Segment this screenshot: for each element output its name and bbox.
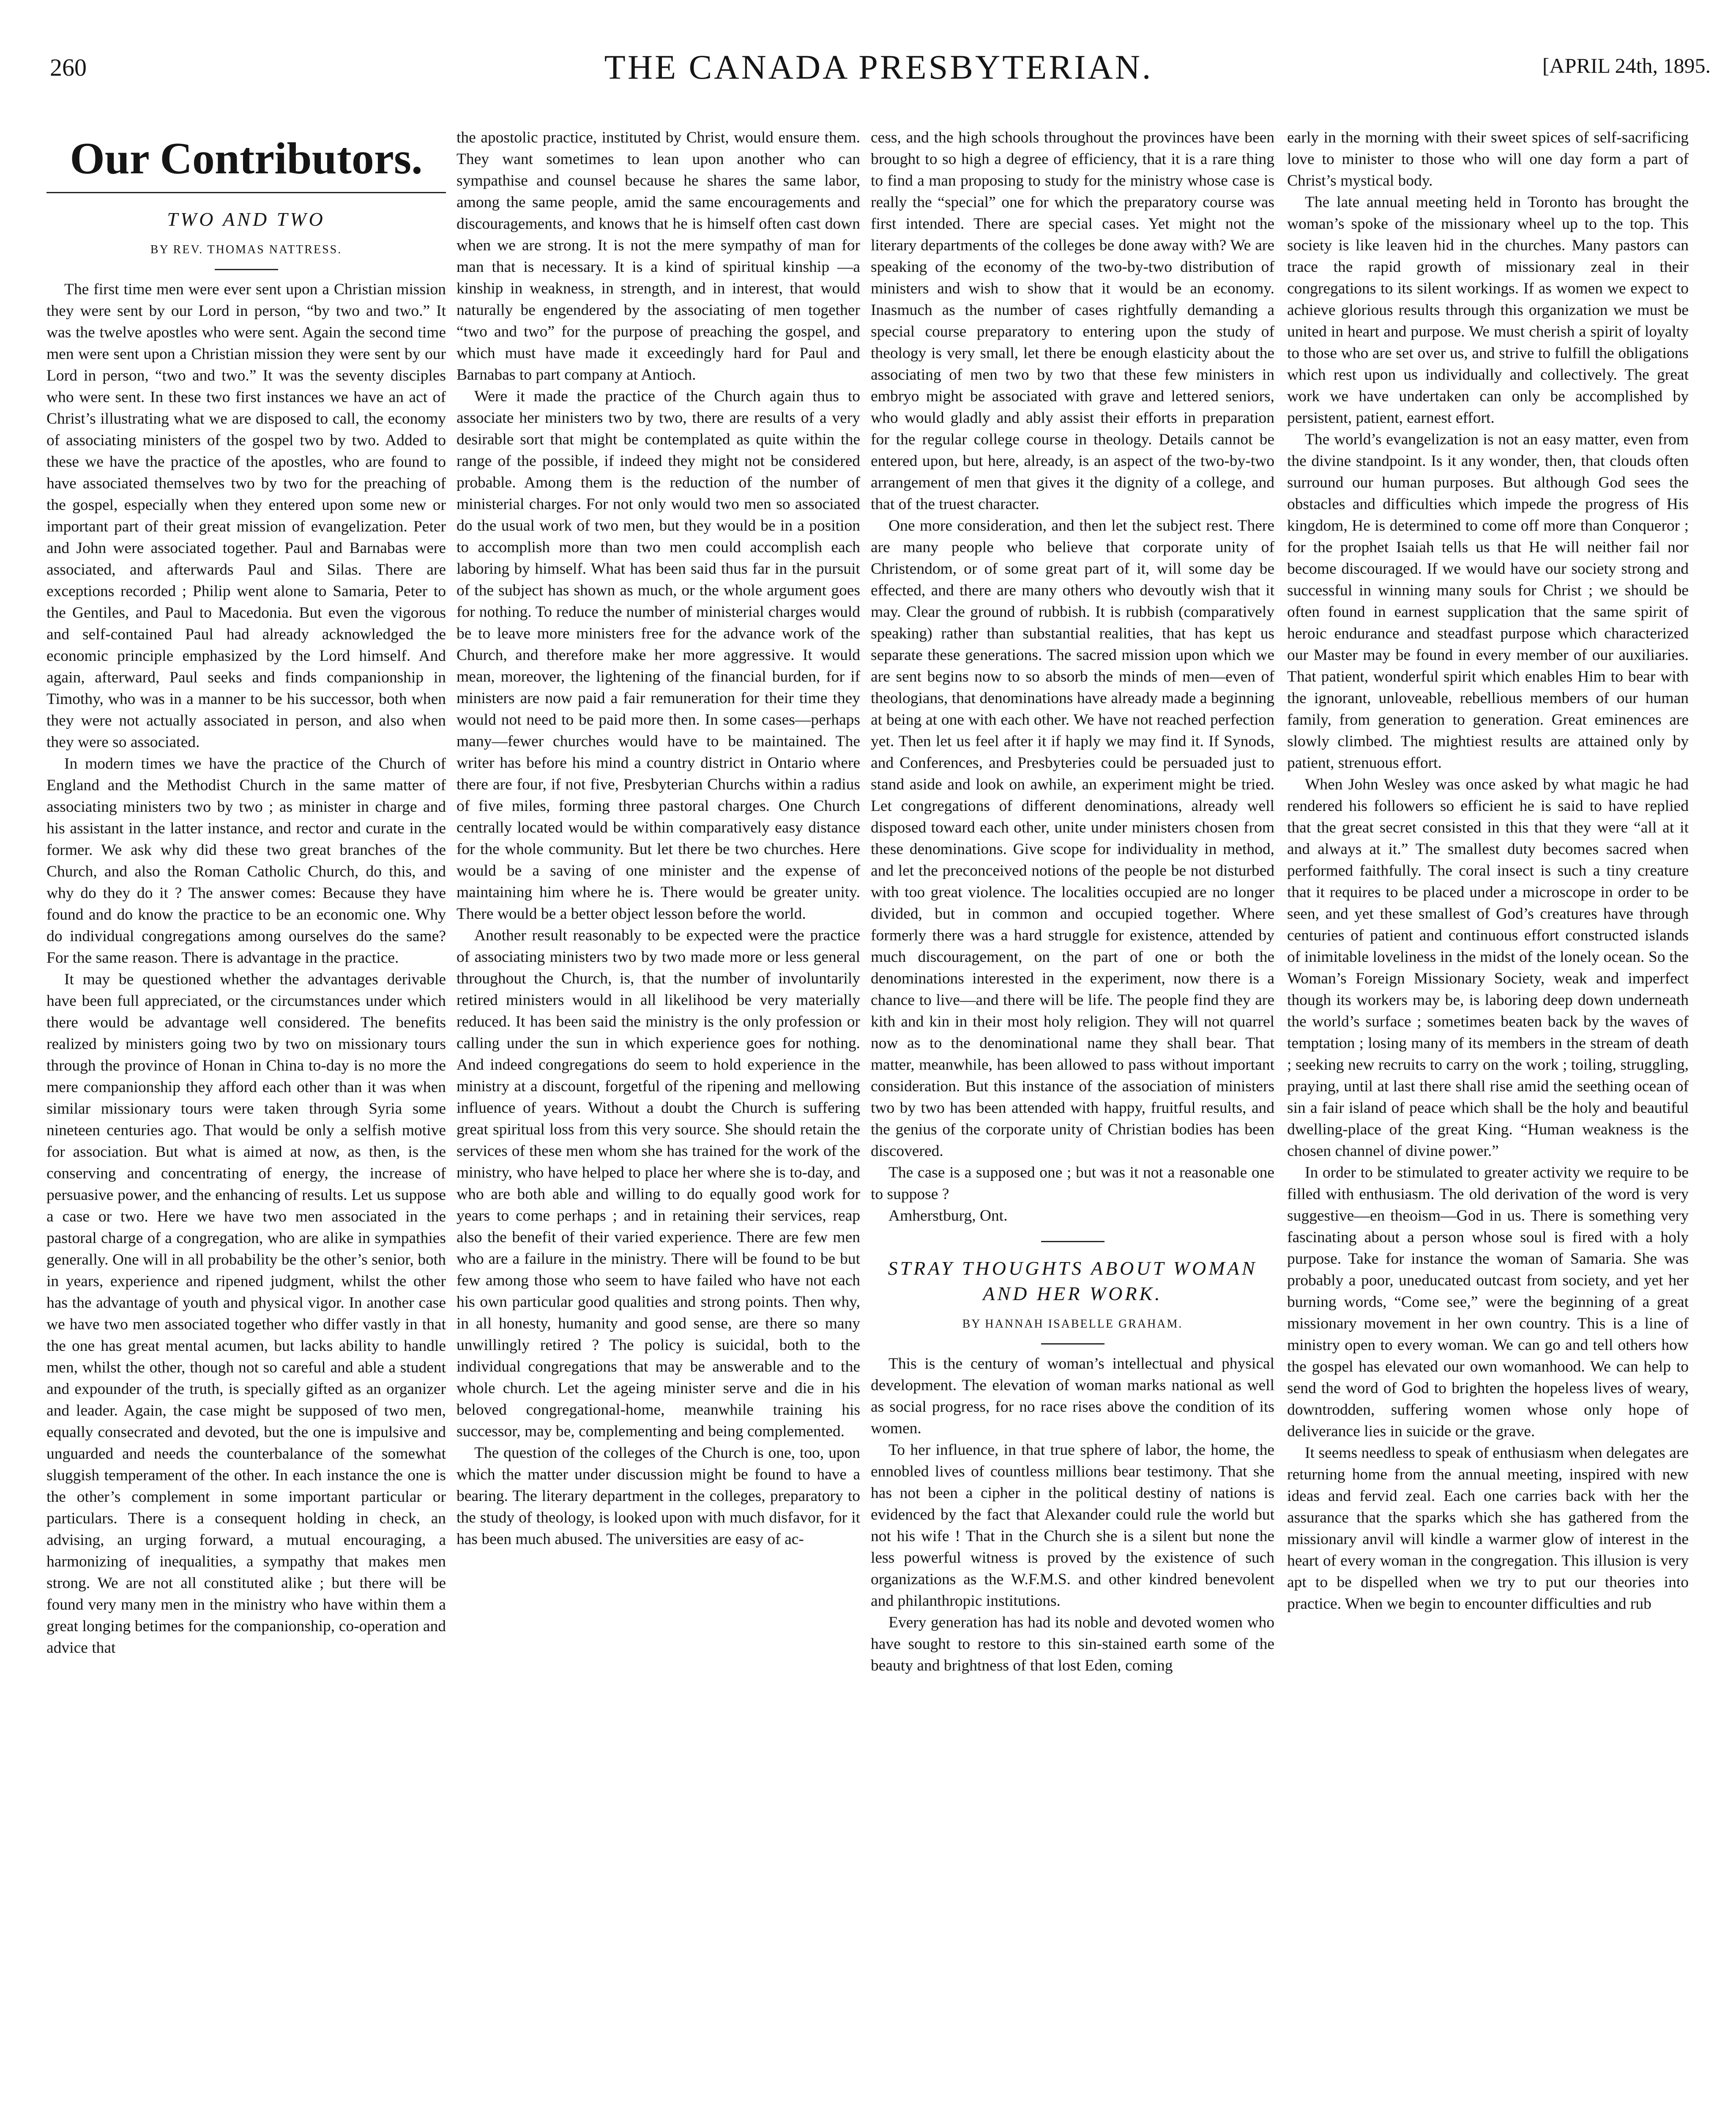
divider (1041, 1241, 1104, 1242)
column-3 (871, 127, 1274, 2114)
paragraph: When John Wesley was once asked by what magic he had rendered his followers so efficient he is said to have replied that the great secret consisted in this that they were “all at it and always at it.” The smallest duty becomes sacred when performed faithfully. The coral insect is such a tiny creature that it requires to be placed under a microscope in order to be seen, and yet these smallest of God’s creatures have through centuries of patient and continuous effort constructed islands of inimitable loveliness in the midst of the lonely ocean. So the Woman’s Foreign Missionary Society, weak and imperfect though its workers may be, is laboring deep down underneath the world’s surface ; sometimes beaten back by the waves of temptation ; losing many of its members in the stream of death ; seeking new recruits to carry on the work ; toiling, struggling, praying, until at last there shall rise amid the seething ocean of sin a fair island of peace which shall be the holy and beautiful dwelling-place of the great King. “Human weakness is the chosen channel of divine power.” (1287, 776, 1689, 1160)
article-signoff: Amherstburg, Ont. (889, 1207, 1008, 1224)
paragraph: The case is a supposed one ; but was it not a reasonable one to suppose ? (871, 1164, 1274, 1203)
article-byline: BY REV. THOMAS NATTRESS. (150, 243, 342, 256)
paragraph: It seems needless to speak of enthusiasm when delegates are returning home from the annual meeting, inspired with new ideas and fervid zeal. Each one carries back with her the assurance that the sparks which she has gathered from the missionary anvil will kindle a warmer glow of interest in the heart of every woman in the congregation. This illusion is very apt to be dispelled when we try to put our theories into practice. When we begin to encounter difficulties and rub (1287, 1444, 1689, 1613)
paragraph: It may be questioned whether the advantages derivable have been full appreciated, or the circumstances under which there would be advantage well considered. The benefits realized by ministers going two by two on missionary tours through the province of Honan in China to-day is no more the mere companionship they afford each other than it was when similar missionary tours were taken through Syria some nineteen centuries ago. That would be only a selfish motive for association. But what is aimed at now, as then, is the conserving and concentrating of energy, the increase of persuasive power, and the enhancing of results. Let us suppose a case or two. Here we have two men associated in the pastoral charge of a congregation, who are alike in sympathies generally. One will in all probability be the other’s senior, both in years, experience and ripened judgment, whilst the other has the advantage of youth and physical vigor. In another case we have two men associated together who differ vastly in that the one has great mental acumen, but lacks ability to handle men, whilst the other, though not so careful and able a student and expounder of the truth, is specially gifted as an organizer and leader. Again, the case might be supposed of two men, equally consecrated and devoted, but the one is impulsive and unguarded and needs the counterbalance of the somewhat sluggish temperament of the other. In each instance the one is the other’s complement in some important particular or particulars. There is a consequent holding in check, an advising, an urging forward, a mutual encouraging, a harmonizing of inequalities, a sympathy that makes men strong. We are not all constituted alike ; but there will be found very many men in the ministry who have within them a great longing betimes for the companionship, co-operation and advice that (46, 971, 446, 1657)
paragraph: The late annual meeting held in Toronto has brought the woman’s spoke of the missionary wheel up to the top. This society is like leaven hid in the churches. Many pastors can trace the rapid growth of missionary zeal in their congregations to its silent workings. If as women we expect to achieve glorious results through this organization we must be united in heart and purpose. We must cherish a spirit of loyalty to those who are set over us, and strive to fulfill the obligations which rest upon us individually and collectively. The great work we have undertaken can only be accomplished by persistent, patient, earnest effort. (1287, 194, 1689, 427)
paragraph: To her influence, in that true sphere of labor, the home, the ennobled lives of countless millions bear testimony. That she has not been a cipher in the political destiny of nations is evidenced by the fact that Alexander could rule the world but not his wife ! That in the Church she is a silent but none the less powerful witness is proved by the existence of such organizations as the W.F.M.S. and other kindred benevolent and philanthropic institutions. (871, 1441, 1274, 1610)
divider (1041, 1343, 1104, 1345)
column-2 (457, 127, 860, 2114)
paragraph: early in the morning with their sweet spices of self-sacrificing love to minister to those who will one day form a part of Christ’s mystical body. (1287, 129, 1689, 189)
issue-date: [APRIL 24th, 1895. (1542, 54, 1711, 77)
article-title: STRAY THOUGHTS ABOUT WOMAN AND HER WORK. (888, 1257, 1258, 1304)
paragraph: This is the century of woman’s intellectual and physical development. The elevation of woman marks national as well as social progress, for no race rises above the condition of its women. (871, 1355, 1274, 1437)
article-title: TWO AND TWO (167, 208, 325, 230)
paragraph: In order to be stimulated to greater activity we require to be filled with enthusiasm. The old derivation of the word is very suggestive—en theoism—God in us. There is something very fascinating about a person whose soul is fired with a holy purpose. Take for instance the woman of Samaria. She was probably a poor, uneducated outcast from society, and yet her burning words, “Come see,” were the beginning of a great missionary movement in her own country. This is a line of ministry open to every woman. We can go and tell others how the gospel has elevated our own womanhood. We can help to send the word of God to brighten the hopeless lives of weary, downtrodden, suffering women whose only hope of deliverance lies in suicide or the grave. (1287, 1164, 1689, 1440)
paragraph: In modern times we have the practice of the Church of England and the Methodist Church in the same matter of associating ministers two by two ; as minister in charge and his assistant in the latter instance, and rector and curate in the former. We ask why did these two great branches of the Church, and also the Roman Catholic Church, do this, and why do they do it ? The answer comes: Because they have found and do know the practice to be an economic one. Why do individual congregations among ourselves do the same? For the same reason. There is advantage in the practice. (46, 755, 446, 967)
paragraph: The world’s evangelization is not an easy matter, even from the divine standpoint. Is it any wonder, then, that clouds often surround our human purposes. But although God sees the obstacles and difficulties which impede the progress of His kingdom, He is determined to come off more than Conqueror ; for the prophet Isaiah tells us that He will neither fail nor become discouraged. If we would have our society strong and successful in winning many souls for Christ ; we should be often found in earnest supplication that the same spirit of heroic endurance and steadfast purpose which characterized our Master may be found in every member of our auxiliaries. That patient, wonderful spirit which enables Him to bear with the ignorant, unloveable, rebellious members of our human family, from generation to generation. Great eminences are slowly climbed. The mightiest results are attained only by patient, strenuous effort. (1287, 431, 1689, 772)
column-1 (46, 127, 446, 2114)
paragraph: The first time men were ever sent upon a Christian mission they were sent by our Lord in person, “by two and two.” It was the twelve apostles who were sent. Again the second time men were sent upon a Christian mission they were sent by our Lord in person, “two and two.” It was the seventy disciples who were sent. In these two first instances we have an act of Christ’s illustrating what we are disposed to call, the economy of associating ministers of the gospel two by two. Added to these we have the practice of the apostles, who are found to have associated themselves two by two for the preaching of the gospel, especially when they entered upon some new or important part of their great mission of evangelization. Peter and John were associated together. Paul and Barnabas were associated, and afterwards Paul and Silas. There are exceptions recorded ; Philip went alone to Samaria, Peter to the Gentiles, and Paul to Macedonia. But even the vigorous and self-contained Paul had already acknowledged the economic principle emphasized by the Lord himself. And again, afterward, Paul seeks and finds companionship in Timothy, who was in a manner to be his successor, both when they were not actually associated in person, and also when they were so associated. (46, 281, 446, 751)
paragraph: cess, and the high schools throughout the provinces have been brought to so high a degree of efficiency, that it is a rare thing to find a man proposing to study for the ministry whose case is really the “special” one for which the preparatory course was first intended. There are special cases. Yet might not the literary departments of the colleges be done away with? We are speaking of the economy of the two-by-two distribution of ministers and wish to show that it would be an economy. Inasmuch as the number of cases rightfully demanding a special course preparatory to entering upon the study of theology is very small, let there be enough elasticity about the associating of men two by two that these few ministers in embryo might be associated with grave and lettered seniors, who would gladly and ably assist their efforts in preparation for the regular college course in theology. Details cannot be entered upon, but here, already, is an aspect of the two-by-two arrangement of men that gives it the dignity of a college, and that of the truest character. (871, 129, 1274, 513)
paragraph: Another result reasonably to be expected were the practice of associating ministers two by two made more or less general throughout the Church, is, that the number of involuntarily retired ministers would in all likelihood be very materially reduced. It has been said the ministry is the only profession or calling under the sun in which experience goes for nothing. And indeed congregations do seem to hold experience in the ministry at a discount, forgetful of the ripening and mellowing influence of years. Without a doubt the Church is suffering great spiritual loss from this very source. She should retain the services of these men whom she has trained for the work of the ministry, who have helped to place her where she is to-day, and who are both able and willing to do equally good work for years to come perhaps ; and in retaining their services, reap also the benefit of their varied experience. There are few men who are a failure in the ministry. There will be found to be but few among those who seem to have failed who have not each his own particular good qualities and strong points. Then why, in all honesty, humanity and good sense, are there so many unwillingly retired ? The policy is suicidal, both to the individual congregations that may be answerable and to the whole church. Let the ageing minister serve and die in his beloved congregational-home, meanwhile training his successor, may be, complementing and being complemented. (457, 927, 860, 1440)
article-byline: BY HANNAH ISABELLE GRAHAM. (962, 1317, 1183, 1331)
paragraph: One more consideration, and then let the subject rest. There are many people who believe that corporate unity of Christendom, or of some great part of it, will some day be effected, and there are many others who devoutly wish that it may. Clear the ground of rubbish. It is rubbish (comparatively speaking) rather than substantial realities, that has kept us separate these generations. The sacred mission upon which we are sent begins now to so absorb the minds of men—even of theologians, that denominations have already made a beginning at being at one with each other. We have not reached perfection yet. Then let us feel after it if haply we may find it. If Synods, and Conferences, and Presbyteries could be persuaded just to stand aside and look on awhile, an experiment might be tried. Let congregations of different denominations, already well disposed toward each other, unite under ministers chosen from these denominations. Give scope for individuality in method, and let the preconceived notions of the people be not disturbed with too great violence. The localities occupied are no longer divided, but in common and occupied together. Where formerly there was a hard struggle for existence, attended by much discouragement, on the part of one or both the denominations interested in the experiment, now there is a chance to live—and there will be life. The people find they are kith and kin in their most holy religion. They will not quarrel now as to the denominational name they shall bear. That matter, meanwhile, has been allowed to pass without important consideration. But this instance of the association of ministers two by two has been attended with happy, fruitful results, and the genius of the corporate unity of Christian bodies has been discovered. (871, 517, 1274, 1160)
paragraph: Every generation has had its noble and devoted women who have sought to restore to this sin-stained earth some of the beauty and brightness of that lost Eden, coming (871, 1614, 1274, 1674)
paragraph: The question of the colleges of the Church is one, too, upon which the matter under discussion might be found to have a bearing. The literary department in the colleges, preparatory to the study of theology, is looked upon with much disfavor, for it has been much abused. The universities are easy of ac- (457, 1444, 860, 1548)
column-4 (1287, 127, 1689, 2114)
page-number: 260 (50, 54, 87, 81)
divider (46, 192, 446, 193)
section-title: Our Contributors. (70, 134, 423, 183)
divider (215, 269, 278, 270)
page-header (46, 47, 1711, 98)
publication-title: THE CANADA PRESBYTERIAN. (604, 48, 1153, 86)
paragraph: the apostolic practice, instituted by Christ, would ensure them. They want sometimes to lean upon another who can sympathise and counsel because he shares the same labor, among the same people, amid the same encouragements and discouragements, and knows that he is himself often cast down when we are strong. It is not the mere sympathy of man for man that is necessary. It is a kind of spiritual kinship —a kinship in weakness, in strength, and in interest, that would naturally be engendered by the associating of men together “two and two” for the purpose of preaching the gospel, and which must have made it exceedingly hard for Paul and Barnabas to part company at Antioch. (457, 129, 860, 383)
paragraph: Were it made the practice of the Church again thus to associate her ministers two by two, there are results of a very desirable sort that might be contemplated as quite within the range of the possible, if indeed they might not be considered probable. Among them is the reduction of the number of ministerial charges. For not only would two men so associated do the usual work of two men, but they would be in a position to accomplish more than two men could accomplish each laboring by himself. What has been said thus far in the pursuit of the subject has shown as much, or the whole argument goes for nothing. To reduce the number of ministerial charges would be to leave more ministers free for the advance work of the Church, and therefore make her more aggressive. It would mean, moreover, the lightening of the financial burden, for if ministers are now paid a fair remuneration for their time they would not need to be paid more then. In some cases—perhaps many—fewer churches would have to be maintained. The writer has before his mind a country district in Ontario where there are four, if not five, Presbyterian Churchs within a radius of five miles, forming three pastoral charges. One Church centrally located would be within comparatively easy distance for the whole community. But let there be two churches. Here would be a saving of one minister and the expense of maintaining him where he is. There would be greater unity. There would be a better object lesson before the world. (457, 388, 860, 923)
